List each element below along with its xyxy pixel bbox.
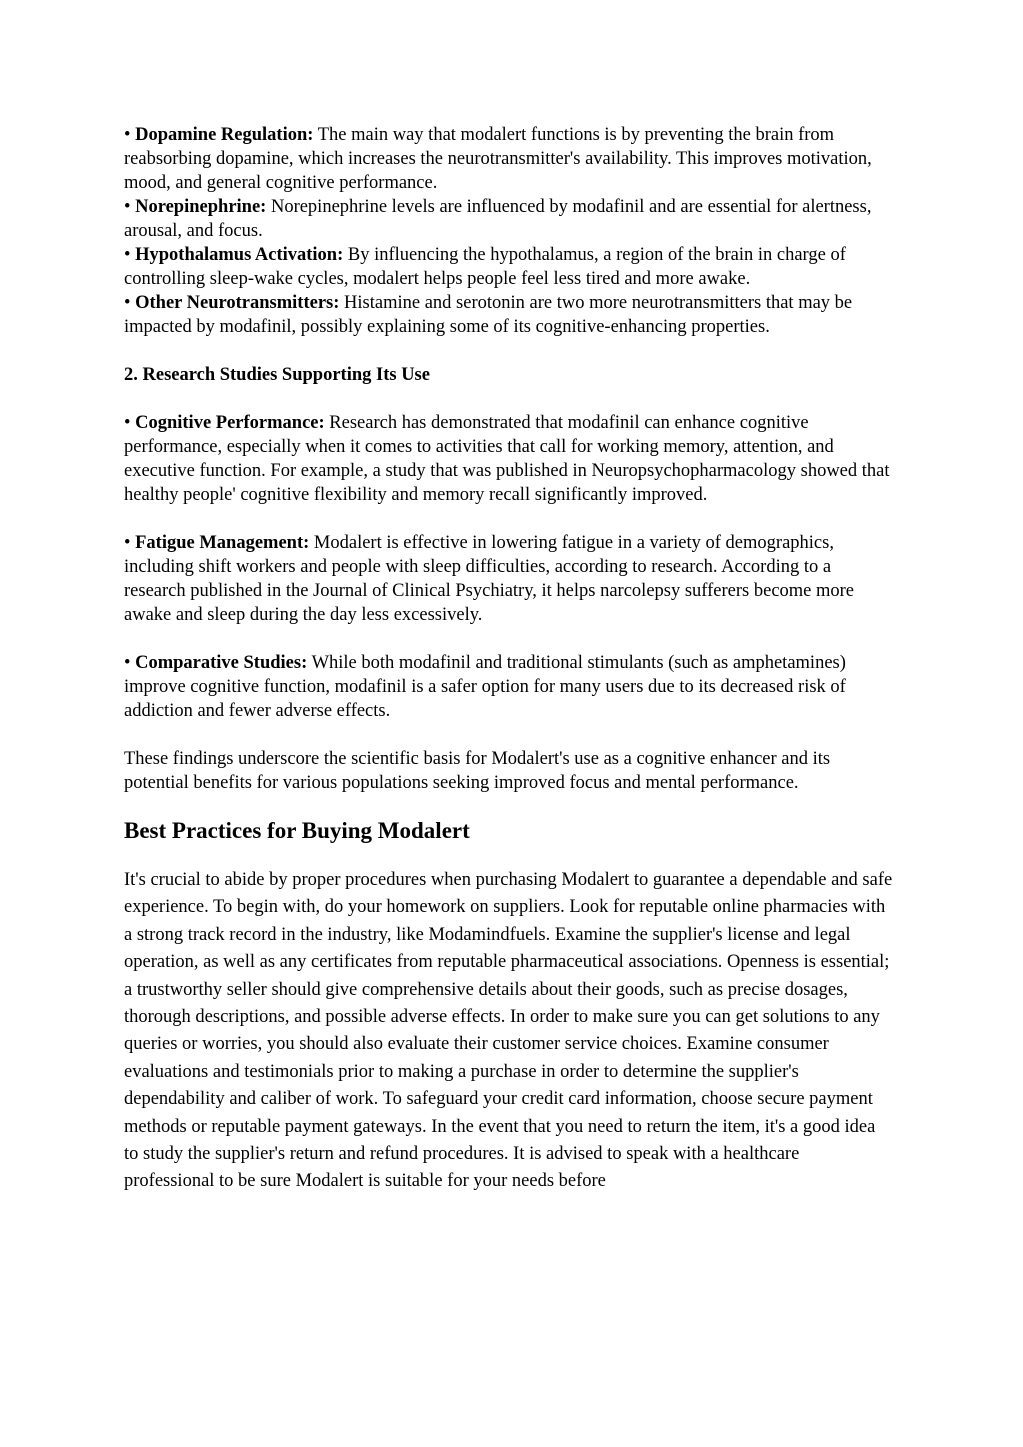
description-hypothalamus-activation: By influencing the hypothalamus, a region of the brain in charge of controlling sleep-wake cycles, modalert helps people feel less tired and more awake. — [124, 245, 846, 289]
list-item — [124, 411, 894, 507]
list-item — [124, 243, 894, 291]
list-item — [124, 195, 894, 243]
bullet: • — [124, 413, 131, 433]
list-item — [124, 531, 894, 627]
best-practices-paragraph: It's crucial to abide by proper procedures when purchasing Modalert to guarantee a dependable and safe experience. To begin with, do your homework on suppliers. Look for reputable online pharmacies with a strong track record in the industry, like Modamindfuels. Examine the supplier's license and legal operation, as well as any certificates from reputable pharmaceutical associations. Openness is essential; a trustworthy seller should give comprehensive details about their goods, such as precise dosages, thorough descriptions, and possible adverse effects. In order to make sure you can get solutions to any queries or worries, you should also evaluate their customer service choices. Examine consumer evaluations and testimonials prior to making a purchase in order to determine the supplier's dependability and caliber of work. To safeguard your credit card information, choose secure payment methods or reputable payment gateways. In the event that you need to return the item, it's a good idea to study the supplier's return and refund procedures. It is advised to speak with a healthcare professional to be sure Modalert is suitable for your needs before — [124, 870, 893, 1192]
description-norepinephrine: Norepinephrine levels are influenced by modafinil and are essential for alertness, arousal, and focus. — [124, 197, 872, 241]
term-fatigue-management: Fatigue Management: — [135, 533, 310, 553]
best-practices-heading: Best Practices for Buying Modalert — [124, 818, 470, 843]
term-dopamine-regulation: Dopamine Regulation: — [135, 125, 314, 145]
description-other-neurotransmitters: Histamine and serotonin are two more neurotransmitters that may be impacted by modafinil, possibly explaining some of its cognitive-enhancing properties. — [124, 293, 853, 337]
term-other-neurotransmitters: Other Neurotransmitters: — [135, 293, 340, 313]
list-item — [124, 651, 894, 723]
term-hypothalamus-activation: Hypothalamus Activation: — [135, 245, 344, 265]
research-heading: 2. Research Studies Supporting Its Use — [124, 365, 430, 385]
bullet: • — [124, 125, 131, 145]
list-item — [124, 291, 894, 339]
mechanism-list — [124, 123, 894, 339]
term-comparative-studies: Comparative Studies: — [135, 653, 308, 673]
description-cognitive-performance: Research has demonstrated that modafinil can enhance cognitive performance, especially when it comes to activities that call for working memory, attention, and executive function. For example, a study that was published in Neuropsychopharmacology showed that healthy people' cognitive flexibility and memory recall significantly improved. — [124, 413, 890, 505]
bullet: • — [124, 533, 131, 553]
findings-paragraph: These findings underscore the scientific basis for Modalert's use as a cognitive enhancer and its potential benefits for various populations seeking improved focus and mental performance. — [124, 749, 831, 793]
bullet: • — [124, 245, 131, 265]
description-fatigue-management: Modalert is effective in lowering fatigue in a variety of demographics, including shift workers and people with sleep difficulties, according to research. According to a research published in the Journal of Clinical Psychiatry, it helps narcolepsy sufferers become more awake and sleep during the day less excessively. — [124, 533, 855, 625]
term-norepinephrine: Norepinephrine: — [135, 197, 267, 217]
description-comparative-studies: While both modafinil and traditional stimulants (such as amphetamines) improve cognitive function, modafinil is a safer option for many users due to its decreased risk of addiction and fewer adverse effects. — [124, 653, 846, 721]
list-item — [124, 123, 894, 195]
description-dopamine-regulation: The main way that modalert functions is by preventing the brain from reabsorbing dopamine, which increases the neurotransmitter's availability. This improves motivation, mood, and general cognitive performance. — [124, 125, 872, 193]
bullet: • — [124, 293, 131, 313]
document-page — [124, 123, 894, 1196]
bullet: • — [124, 197, 131, 217]
bullet: • — [124, 653, 131, 673]
term-cognitive-performance: Cognitive Performance: — [135, 413, 325, 433]
